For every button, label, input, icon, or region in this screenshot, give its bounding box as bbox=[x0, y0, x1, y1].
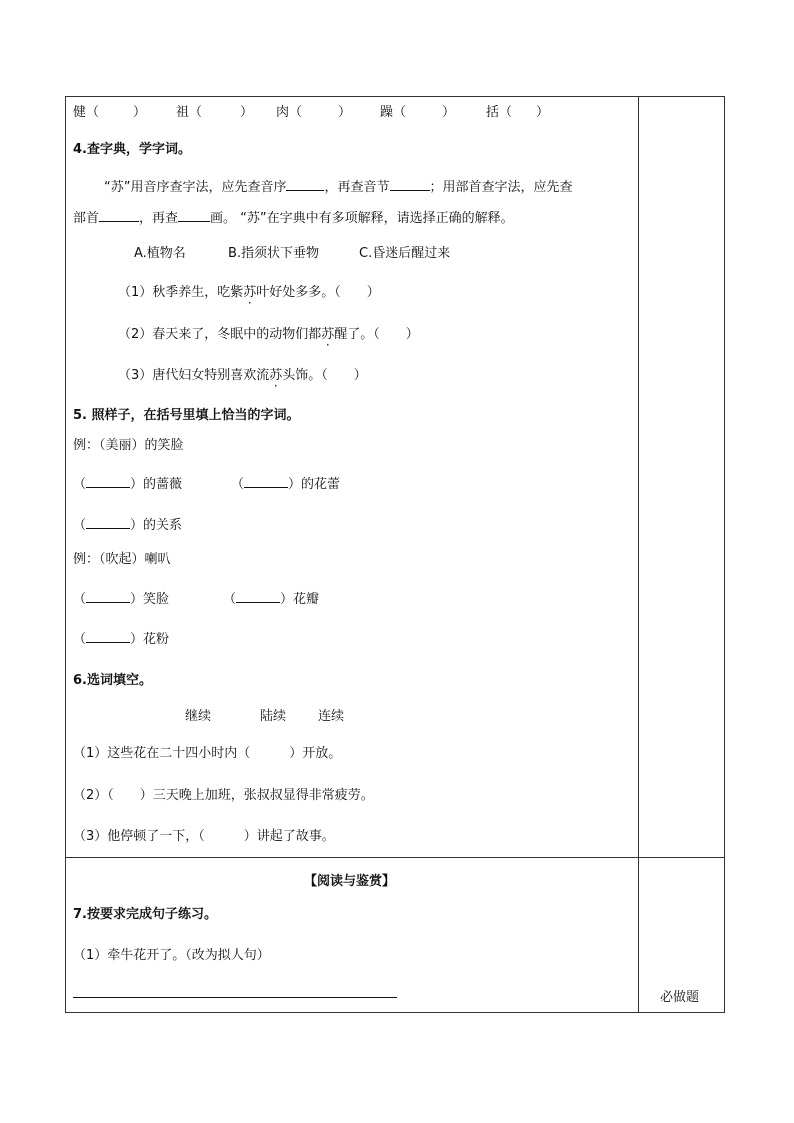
q4-title: 4.查字典，学字词。 bbox=[73, 142, 191, 157]
char-item-zu: 祖（ ） bbox=[176, 105, 254, 120]
q4-option-c: C.昏迷后醒过来 bbox=[359, 246, 451, 261]
emphasis-char: 苏 bbox=[269, 368, 283, 383]
q5-item-huaban: （ ）花瓣 bbox=[223, 589, 319, 609]
q6-sentence-1: （1）这些花在二十四小时内（ ）开放。 bbox=[73, 746, 342, 761]
char-item-zao: 躁（ ） bbox=[380, 105, 456, 120]
blank-yinxu[interactable] bbox=[286, 177, 324, 191]
q6-word-lianxu: 连续 bbox=[318, 709, 345, 724]
row-divider bbox=[65, 857, 725, 858]
q5-title: 5. 照样子，在括号里填上恰当的字词。 bbox=[73, 408, 300, 423]
q4-sentence-3: （3）唐代妇女特别喜欢流苏头饰。（ ） bbox=[118, 368, 367, 383]
fill-blank[interactable] bbox=[236, 589, 280, 603]
q6-sentence-2: （2）（ ）三天晚上加班，张叔叔显得非常疲劳。 bbox=[73, 788, 374, 803]
q6-word-luxu: 陆续 bbox=[260, 709, 287, 724]
fill-blank[interactable] bbox=[86, 474, 130, 488]
q6-title: 6.选词填空。 bbox=[73, 673, 152, 688]
q6-sentence-3: （3）他停顿了一下，（ ）讲起了故事。 bbox=[73, 829, 335, 844]
answer-line[interactable] bbox=[73, 997, 397, 998]
char-item-jian: 健（ ） bbox=[73, 105, 147, 120]
fill-blank[interactable] bbox=[86, 515, 130, 529]
q4-sentence-1: （1）秋季养生，吃紫苏叶好处多多。（ ） bbox=[118, 285, 380, 300]
q5-item-qiangwei: （ ）的蔷薇 bbox=[73, 474, 182, 494]
q4-option-b: B.指须状下垂物 bbox=[228, 246, 320, 261]
emphasis-char: 苏 bbox=[321, 327, 335, 342]
q6-word-jixu: 继续 bbox=[185, 709, 212, 724]
fill-blank[interactable] bbox=[86, 589, 130, 603]
emphasis-char: 苏 bbox=[243, 285, 257, 300]
q5-item-huafen: （ ）花粉 bbox=[73, 629, 169, 649]
q5-item-hualei: （ ）的花蕾 bbox=[231, 474, 340, 494]
section-heading: 【阅读与鉴赏】 bbox=[304, 874, 396, 889]
q4-paragraph-line1: “苏”用音序查字法，应先查音序 ，再查音节 ；用部首查字法，应先查 bbox=[104, 177, 573, 197]
blank-bushou[interactable] bbox=[99, 208, 139, 222]
blank-yinjie[interactable] bbox=[390, 177, 430, 191]
side-label: 必做题 bbox=[660, 990, 700, 1005]
char-item-kuo: 括（ ） bbox=[486, 105, 550, 120]
q4-paragraph-line2: 部首 ，再查 画。 “苏”在字典中有多项解释，请选择正确的解释。 bbox=[73, 208, 514, 228]
q4-sentence-2: （2）春天来了，冬眠中的动物们都苏醒了。（ ） bbox=[118, 327, 419, 342]
q5-item-xiaolian: （ ）笑脸 bbox=[73, 589, 169, 609]
char-item-rou: 肉（ ） bbox=[276, 105, 352, 120]
q7-title: 7.按要求完成句子练习。 bbox=[73, 907, 217, 922]
column-divider bbox=[638, 96, 639, 1013]
fill-blank[interactable] bbox=[86, 629, 130, 643]
q5-example-1: 例：（美丽）的笑脸 bbox=[73, 438, 184, 453]
fill-blank[interactable] bbox=[244, 474, 288, 488]
q5-example-2: 例：（吹起）喇叭 bbox=[73, 552, 171, 567]
q7-sentence-1: （1）牵牛花开了。（改为拟人句） bbox=[73, 948, 270, 963]
q4-option-a: A.植物名 bbox=[134, 246, 186, 261]
q5-item-guanxi: （ ）的关系 bbox=[73, 515, 182, 535]
blank-hua[interactable] bbox=[178, 208, 210, 222]
